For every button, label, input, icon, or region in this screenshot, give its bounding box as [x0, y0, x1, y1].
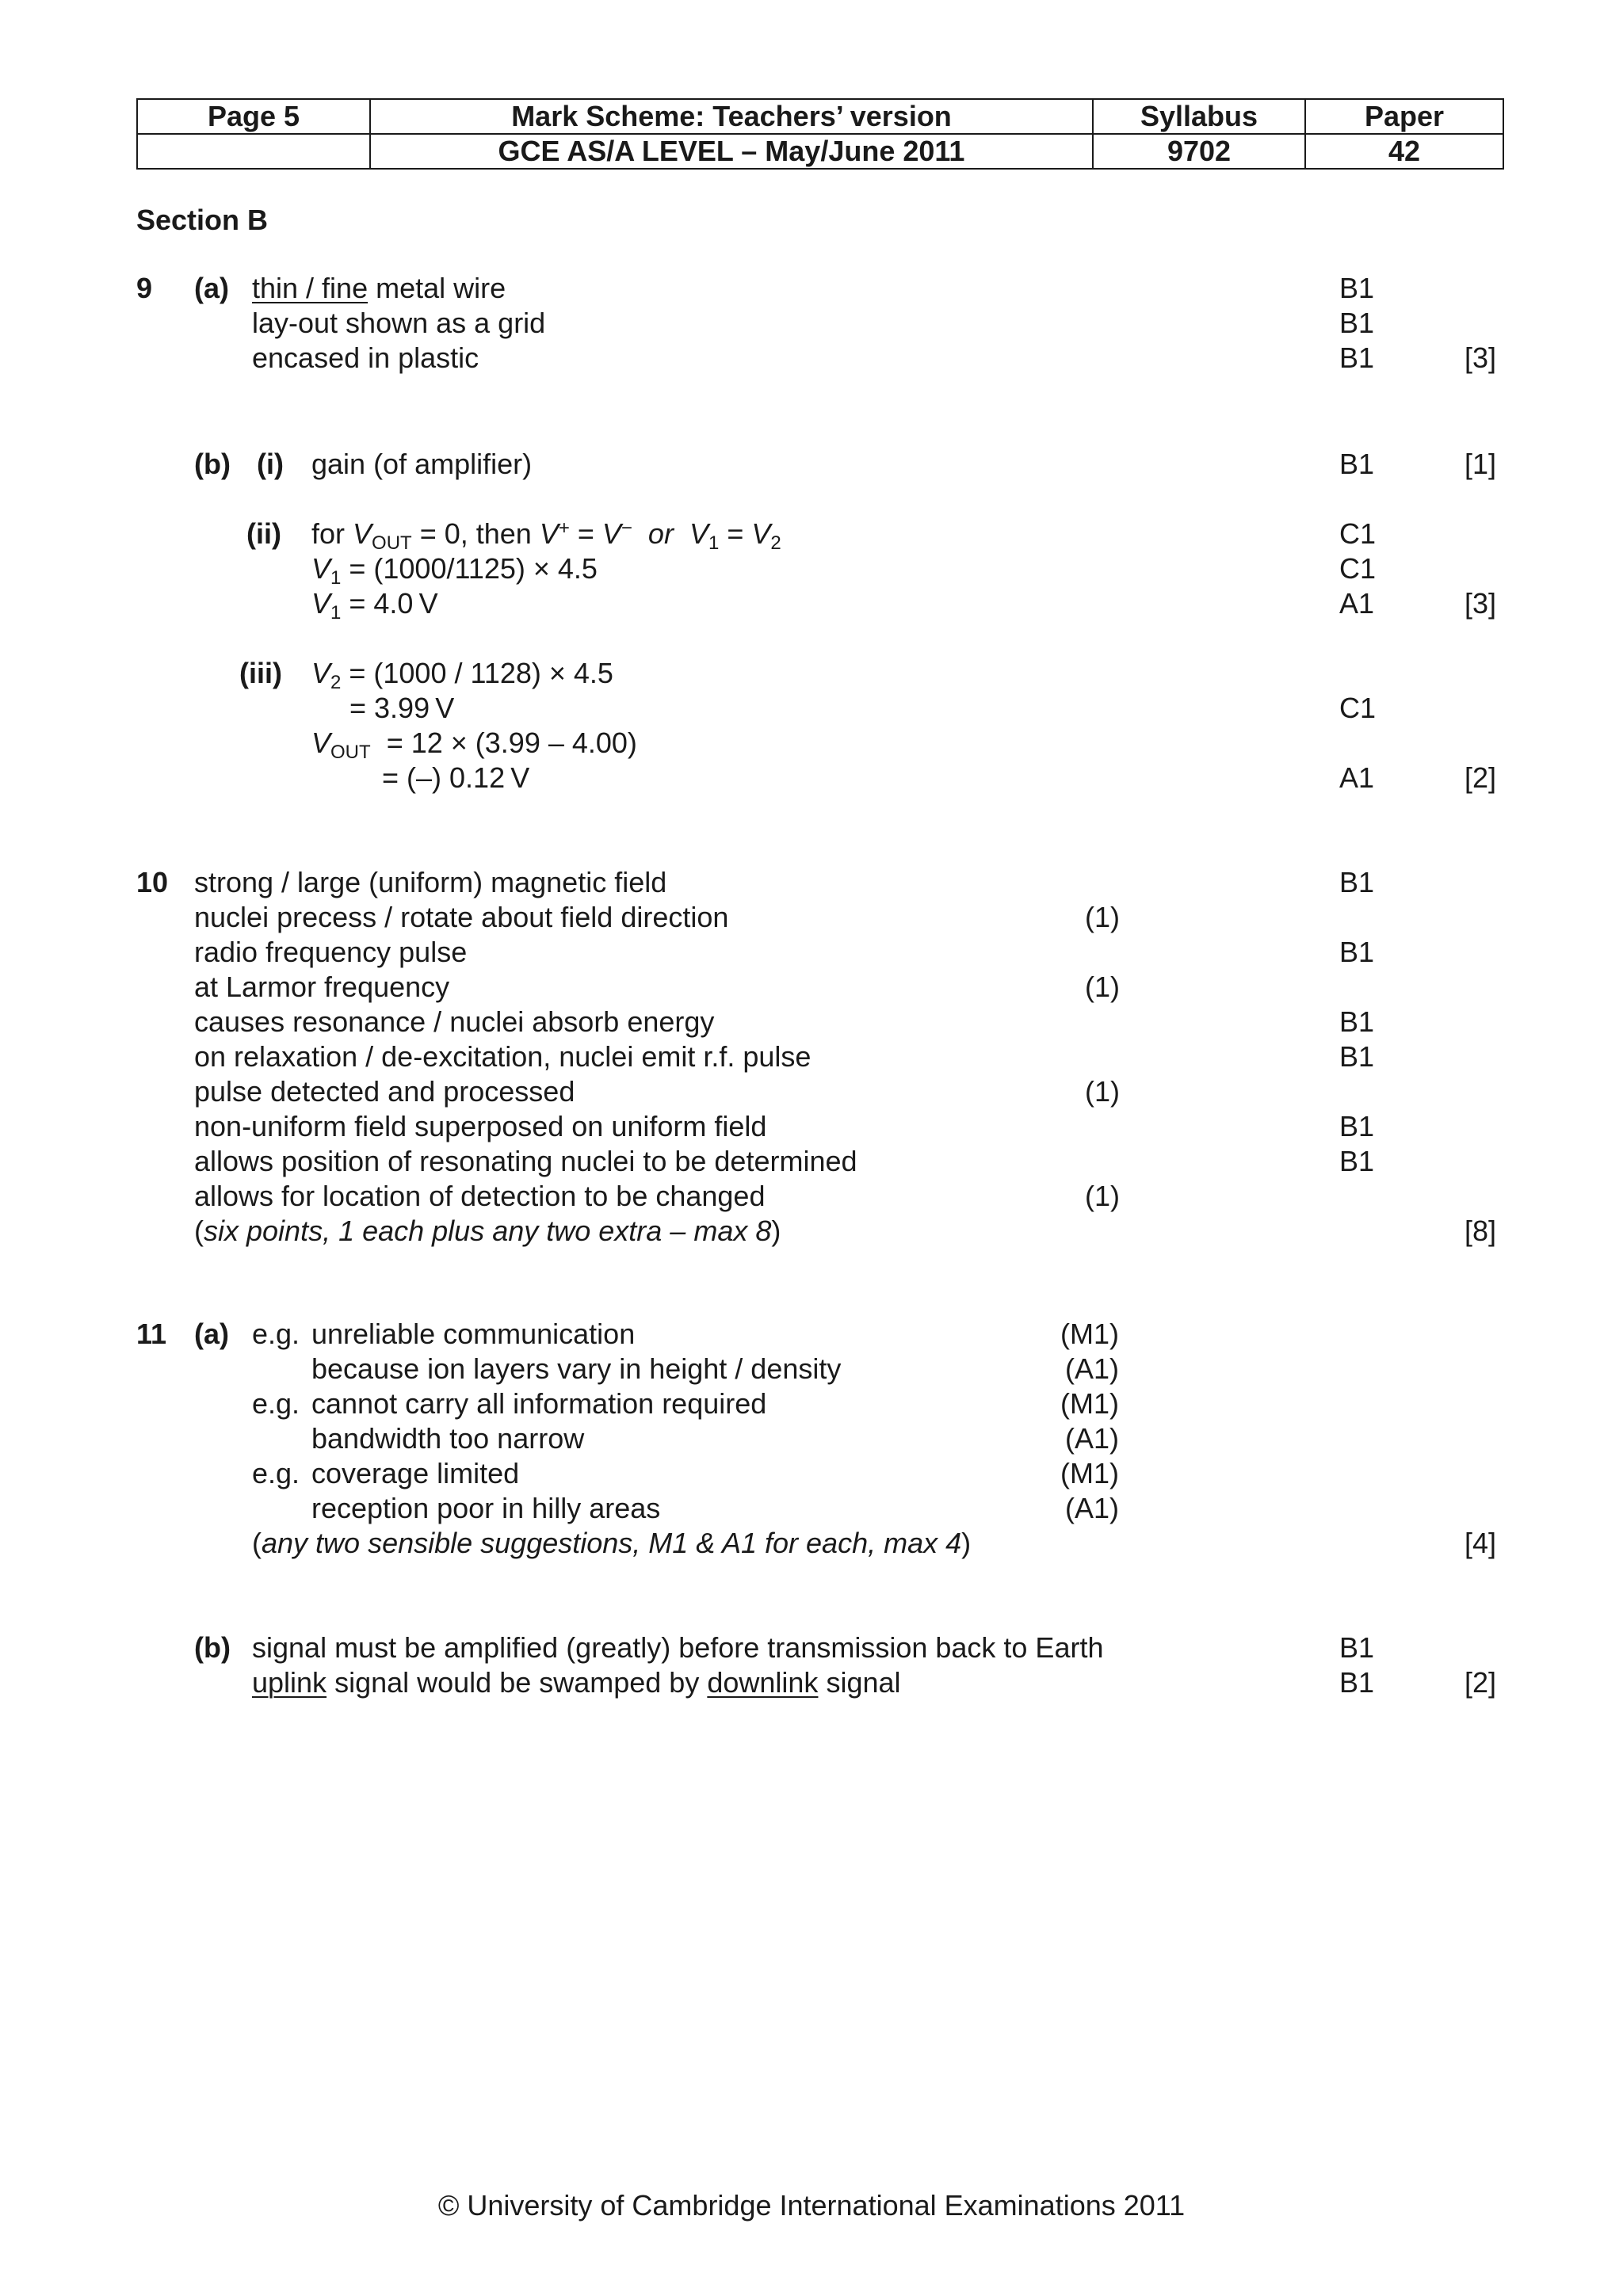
q9bii-for: for [311, 517, 353, 550]
q10-extra-7: (1) [1085, 1075, 1120, 1108]
q11b-uplink: uplink [252, 1666, 327, 1699]
q10-mark-6: B1 [1339, 1040, 1375, 1073]
q11b-total: [2] [1465, 1666, 1497, 1699]
q9bi-mark: B1 [1339, 448, 1375, 480]
symbol-v: V [311, 727, 331, 759]
q10-line-9: allows position of resonating nuclei to be determined [194, 1145, 857, 1177]
q11b-line-2 [252, 1665, 901, 1700]
q11a-code-2: (A1) [1065, 1352, 1120, 1385]
q9bii-mark-2: C1 [1339, 552, 1377, 585]
q11a-line-3: cannot carry all information required [311, 1387, 767, 1420]
q10-line-3: radio frequency pulse [194, 936, 468, 968]
subscript-1: 1 [330, 602, 342, 624]
q9bii-mark-1: C1 [1339, 517, 1377, 550]
q11-number: 11 [136, 1318, 167, 1350]
header-syllabus-label: Syllabus [1093, 99, 1305, 134]
header-empty-cell [137, 134, 370, 169]
q10-mark-8: B1 [1339, 1110, 1375, 1142]
q10-line-2: nuclei precess / rotate about field direction [194, 901, 729, 933]
q11a-note [252, 1526, 971, 1561]
q9a-mark-3: B1 [1339, 341, 1375, 374]
q10-line-10: allows for location of detection to be changed [194, 1180, 766, 1212]
symbol-v: V [689, 517, 708, 550]
q9a-line-2: lay-out shown as a grid [252, 307, 546, 339]
q9bii-line-3-rest: = 4.0 V [341, 587, 438, 620]
header-syllabus-code: 9702 [1093, 134, 1305, 169]
q9bii-line-1 [311, 517, 781, 554]
q10-mark-1: B1 [1339, 866, 1375, 898]
symbol-v: V [539, 517, 559, 550]
q11a-eg-1: e.g. [252, 1318, 300, 1350]
q11a-line-5: coverage limited [311, 1457, 520, 1489]
q9bii-total: [3] [1465, 587, 1497, 620]
q10-line-4: at Larmor frequency [194, 971, 450, 1003]
q9b-label: (b) [194, 448, 231, 480]
q10-mark-9: B1 [1339, 1145, 1375, 1177]
q11b-line-2-end: signal [818, 1666, 901, 1699]
equals: = [569, 517, 602, 550]
paren-close: ) [771, 1215, 781, 1247]
subscript-1: 1 [330, 567, 342, 589]
q9-number: 9 [136, 272, 153, 304]
q9bi-text: gain (of amplifier) [311, 448, 533, 480]
symbol-v: V [751, 517, 771, 550]
header-paper-label: Paper [1305, 99, 1503, 134]
q10-line-5: causes resonance / nuclei absorb energy [194, 1005, 715, 1038]
q9bii-eq0: = 0, then [411, 517, 540, 550]
equals: = [719, 517, 752, 550]
superscript-plus: + [558, 517, 570, 539]
q10-extra-10: (1) [1085, 1180, 1120, 1212]
q9a-mark-2: B1 [1339, 307, 1375, 339]
symbol-v: V [311, 657, 331, 689]
header-page: Page 5 [137, 99, 370, 134]
subscript-2: 2 [770, 532, 781, 554]
q9bi-total: [1] [1465, 448, 1497, 480]
paren-open: ( [252, 1527, 262, 1559]
q9a-mark-1: B1 [1339, 272, 1375, 304]
q9a-line-1-rest: metal wire [368, 272, 506, 304]
q9biii-line-1-rest: = (1000 / 1128) × 4.5 [341, 657, 613, 689]
q10-line-1: strong / large (uniform) magnetic field [194, 866, 667, 898]
q11b-line-2-mid: signal would be swamped by [327, 1666, 708, 1699]
q11b-downlink: downlink [707, 1666, 819, 1699]
q11b-mark-1: B1 [1339, 1631, 1375, 1664]
symbol-v: V [601, 517, 621, 550]
q9biii-line-3-rest: = 12 × (3.99 – 4.00) [370, 727, 637, 759]
q9biii-label: (iii) [239, 657, 282, 689]
subscript-out: OUT [372, 532, 412, 554]
q9a-line-1 [252, 271, 506, 306]
q9biii-line-1 [311, 656, 613, 691]
subscript-out: OUT [330, 742, 371, 763]
q9biii-line-4: = (–) 0.12 V [382, 761, 530, 794]
or-word: or [632, 517, 689, 550]
q10-mark-3: B1 [1339, 936, 1375, 968]
q10-line-7: pulse detected and processed [194, 1075, 575, 1108]
symbol-v: V [311, 587, 331, 620]
symbol-v: V [353, 517, 372, 550]
header-document-title: Mark Scheme: Teachers’ version [370, 99, 1093, 134]
q11a-code-3: (M1) [1060, 1387, 1119, 1420]
q9bii-line-2-rest: = (1000/1125) × 4.5 [341, 552, 598, 585]
q9biii-line-3 [311, 726, 637, 761]
q9biii-line-2: = 3.99 V [349, 692, 455, 724]
q11a-line-4: bandwidth too narrow [311, 1422, 585, 1455]
header-row-2 [137, 134, 1503, 169]
q9biii-mark-1: C1 [1339, 692, 1377, 724]
q9biii-mark-2: A1 [1339, 761, 1375, 794]
q11a-line-6: reception poor in hilly areas [311, 1492, 661, 1524]
q11a-note-text: any two sensible suggestions, M1 & A1 for each, max 4 [262, 1527, 962, 1559]
q10-line-6: on relaxation / de-excitation, nuclei emit r.f. pulse [194, 1040, 812, 1073]
q11b-label: (b) [194, 1631, 231, 1664]
q9a-total: [3] [1465, 341, 1497, 374]
symbol-v: V [311, 552, 331, 585]
header-row-1 [137, 99, 1503, 134]
q9bi-label: (i) [257, 448, 284, 480]
copyright-footer: © University of Cambridge International Examinations 2011 [437, 2189, 1186, 2222]
q10-note [194, 1214, 781, 1249]
q11a-code-5: (M1) [1060, 1457, 1119, 1489]
q11a-line-2: because ion layers vary in height / density [311, 1352, 842, 1385]
q11a-code-4: (A1) [1065, 1422, 1120, 1455]
q9biii-total: [2] [1465, 761, 1497, 794]
q11b-mark-2: B1 [1339, 1666, 1375, 1699]
q9bii-line-3 [311, 586, 438, 624]
q11a-eg-2: e.g. [252, 1387, 300, 1420]
q9a-line-3: encased in plastic [252, 341, 479, 374]
q11b-line-1: signal must be amplified (greatly) before transmission back to Earth [252, 1631, 1104, 1664]
q9a-label: (a) [194, 272, 229, 304]
subscript-2: 2 [330, 672, 342, 693]
q11a-label: (a) [194, 1318, 229, 1350]
paren-open: ( [194, 1215, 204, 1247]
q9bii-label: (ii) [246, 517, 281, 550]
q11a-eg-3: e.g. [252, 1457, 300, 1489]
header-exam-session: GCE AS/A LEVEL – May/June 2011 [370, 134, 1093, 169]
q10-mark-5: B1 [1339, 1005, 1375, 1038]
q10-line-8: non-uniform field superposed on uniform field [194, 1110, 767, 1142]
header-paper-number: 42 [1305, 134, 1503, 169]
q9a-underlined-text: thin / fine [252, 272, 369, 304]
q11a-total: [4] [1465, 1527, 1497, 1559]
superscript-minus: − [621, 517, 632, 539]
q10-note-text: six points, 1 each plus any two extra – max 8 [204, 1215, 772, 1247]
q11a-code-1: (M1) [1060, 1318, 1119, 1350]
q9bii-mark-3: A1 [1339, 587, 1375, 620]
q10-total: [8] [1465, 1215, 1497, 1247]
q11a-code-6: (A1) [1065, 1492, 1120, 1524]
subscript-1: 1 [708, 532, 720, 554]
q10-extra-2: (1) [1085, 901, 1120, 933]
section-title: Section B [136, 204, 269, 236]
q10-number: 10 [136, 866, 169, 898]
q9bii-line-2 [311, 551, 598, 589]
paren-close: ) [961, 1527, 972, 1559]
q11a-line-1: unreliable communication [311, 1318, 636, 1350]
header-table [136, 98, 1504, 170]
q10-extra-4: (1) [1085, 971, 1120, 1003]
